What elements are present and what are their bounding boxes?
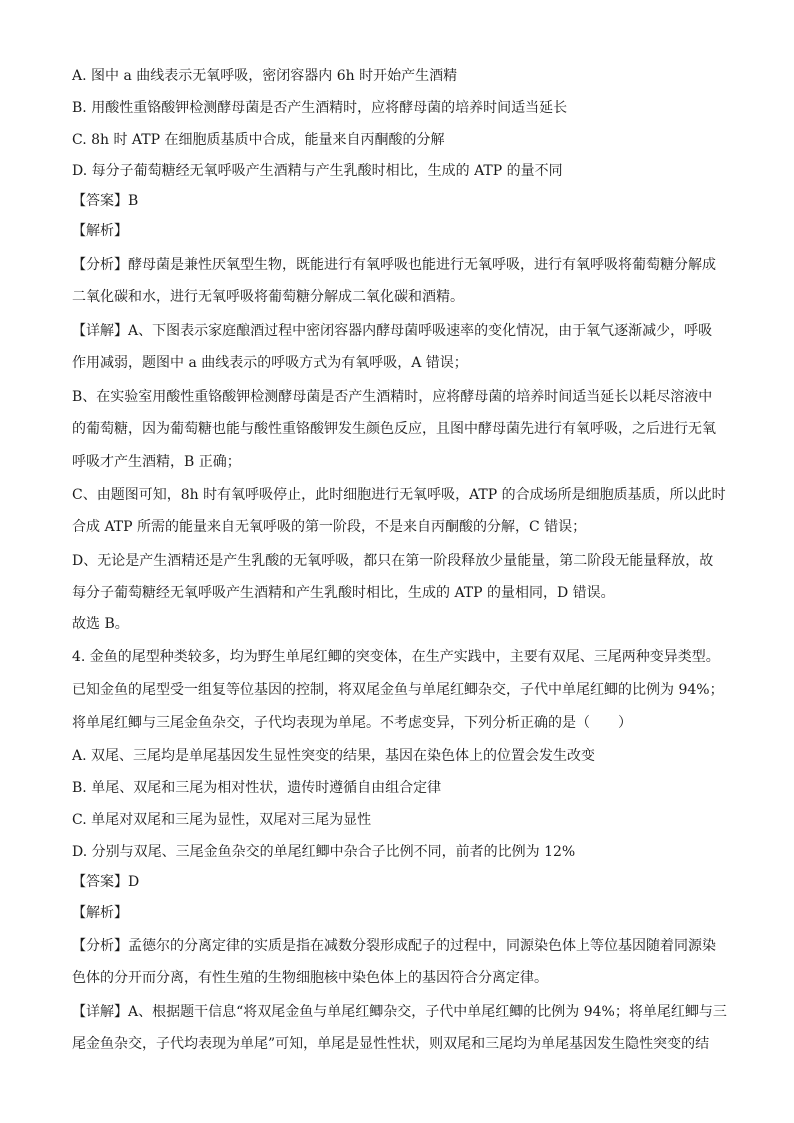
q4-detail-paragraph-line: 【详解】A、根据题干信息“将双尾金鱼与单尾红鲫杂交，子代中单尾红鲫的比例为 94%；将单尾红鲫与三 xyxy=(72,1004,727,1020)
analysis-paragraph-line: 【分析】酵母菌是兼性厌氧型生物，既能进行有氧呼吸也能进行无氧呼吸，进行有氧呼吸将葡萄糖分解成 xyxy=(72,257,716,273)
detail-paragraph-line: 的葡萄糖，因为葡萄糖也能与酸性重铬酸钾发生颜色反应，且图中酵母菌先进行有氧呼吸，之后进行无氧 xyxy=(72,421,716,437)
q4-answer-line: 【答案】D xyxy=(72,874,140,890)
q4-option-c-line: C. 单尾对双尾和三尾为显性，双尾对三尾为显性 xyxy=(72,812,372,828)
question-4-line: 4. 金鱼的尾型种类较多，均为野生单尾红鲫的突变体，在生产实践中，主要有双尾、三尾两种变异类型。 xyxy=(72,649,720,665)
q4-analysis-heading: 【解析】 xyxy=(72,905,128,921)
q4-option-a-line: A. 双尾、三尾均是单尾基因发生显性突变的结果，基因在染色体上的位置会发生改变 xyxy=(72,748,596,764)
detail-paragraph-line: B、在实验室用酸性重铬酸钾检测酵母菌是否产生酒精时，应将酵母菌的培养时间适当延长以耗尽溶液中 xyxy=(72,389,713,405)
detail-paragraph-line: D、无论是产生酒精还是产生乳酸的无氧呼吸，都只在第一阶段释放少量能量，第二阶段无能量释放，故 xyxy=(72,553,714,569)
q4-analysis-paragraph-line: 【分析】孟德尔的分离定律的实质是指在减数分裂形成配子的过程中，同源染色体上等位基因随着同源染 xyxy=(72,938,716,954)
detail-paragraph-line: C、由题图可知，8h 时有氧呼吸停止，此时细胞进行无氧呼吸，ATP 的合成场所是细胞质基质，所以此时 xyxy=(72,487,726,503)
analysis-heading: 【解析】 xyxy=(72,223,128,239)
conclusion-line: 故选 B。 xyxy=(72,616,129,632)
q4-option-d-line: D. 分别与双尾、三尾金鱼杂交的单尾红鲫中杂合子比例不同，前者的比例为 12% xyxy=(72,844,576,860)
option-b-line: B. 用酸性重铬酸钾检测酵母菌是否产生酒精时，应将酵母菌的培养时间适当延长 xyxy=(72,100,568,116)
option-c-line: C. 8h 时 ATP 在细胞质基质中合成，能量来自丙酮酸的分解 xyxy=(72,132,445,148)
q4-option-b-line: B. 单尾、双尾和三尾为相对性状，遗传时遵循自由组合定律 xyxy=(72,780,442,796)
option-d-line: D. 每分子葡萄糖经无氧呼吸产生酒精与产生乳酸时相比，生成的 ATP 的量不同 xyxy=(72,163,563,179)
detail-paragraph-line: 每分子葡萄糖经无氧呼吸产生酒精和产生乳酸时相比，生成的 ATP 的量相同，D 错误。 xyxy=(72,585,615,601)
detail-paragraph-line: 作用减弱，题图中 a 曲线表示的呼吸方式为有氧呼吸，A 错误； xyxy=(72,355,468,371)
detail-paragraph-line: 合成 ATP 所需的能量来自无氧呼吸的第一阶段，不是来自丙酮酸的分解，C 错误； xyxy=(72,519,587,535)
detail-paragraph-line: 【详解】A、下图表示家庭酿酒过程中密闭容器内酵母菌呼吸速率的变化情况，由于氧气逐渐减少，呼吸 xyxy=(72,323,713,339)
question-4-line: 将单尾红鲫与三尾金鱼杂交，子代均表现为单尾。不考虑变异，下列分析正确的是（ ） xyxy=(72,715,632,731)
analysis-paragraph-line: 二氧化碳和水，进行无氧呼吸将葡萄糖分解成二氧化碳和酒精。 xyxy=(72,289,464,305)
option-a-line: A. 图中 a 曲线表示无氧呼吸，密闭容器内 6h 时开始产生酒精 xyxy=(72,68,458,84)
question-4-line: 已知金鱼的尾型受一组复等位基因的控制，将双尾金鱼与单尾红鲫杂交，子代中单尾红鲫的比例为 94%； xyxy=(72,682,724,698)
q4-detail-paragraph-line: 尾金鱼杂交，子代均表现为单尾”可知，单尾是显性性状，则双尾和三尾均为单尾基因发生隐性突变的结 xyxy=(72,1036,710,1052)
q4-analysis-paragraph-line: 色体的分开而分离，有性生殖的生物细胞核中染色体上的基因符合分离定律。 xyxy=(72,970,548,986)
detail-paragraph-line: 呼吸才产生酒精，B 正确； xyxy=(72,454,241,470)
answer-line: 【答案】B xyxy=(72,193,139,209)
